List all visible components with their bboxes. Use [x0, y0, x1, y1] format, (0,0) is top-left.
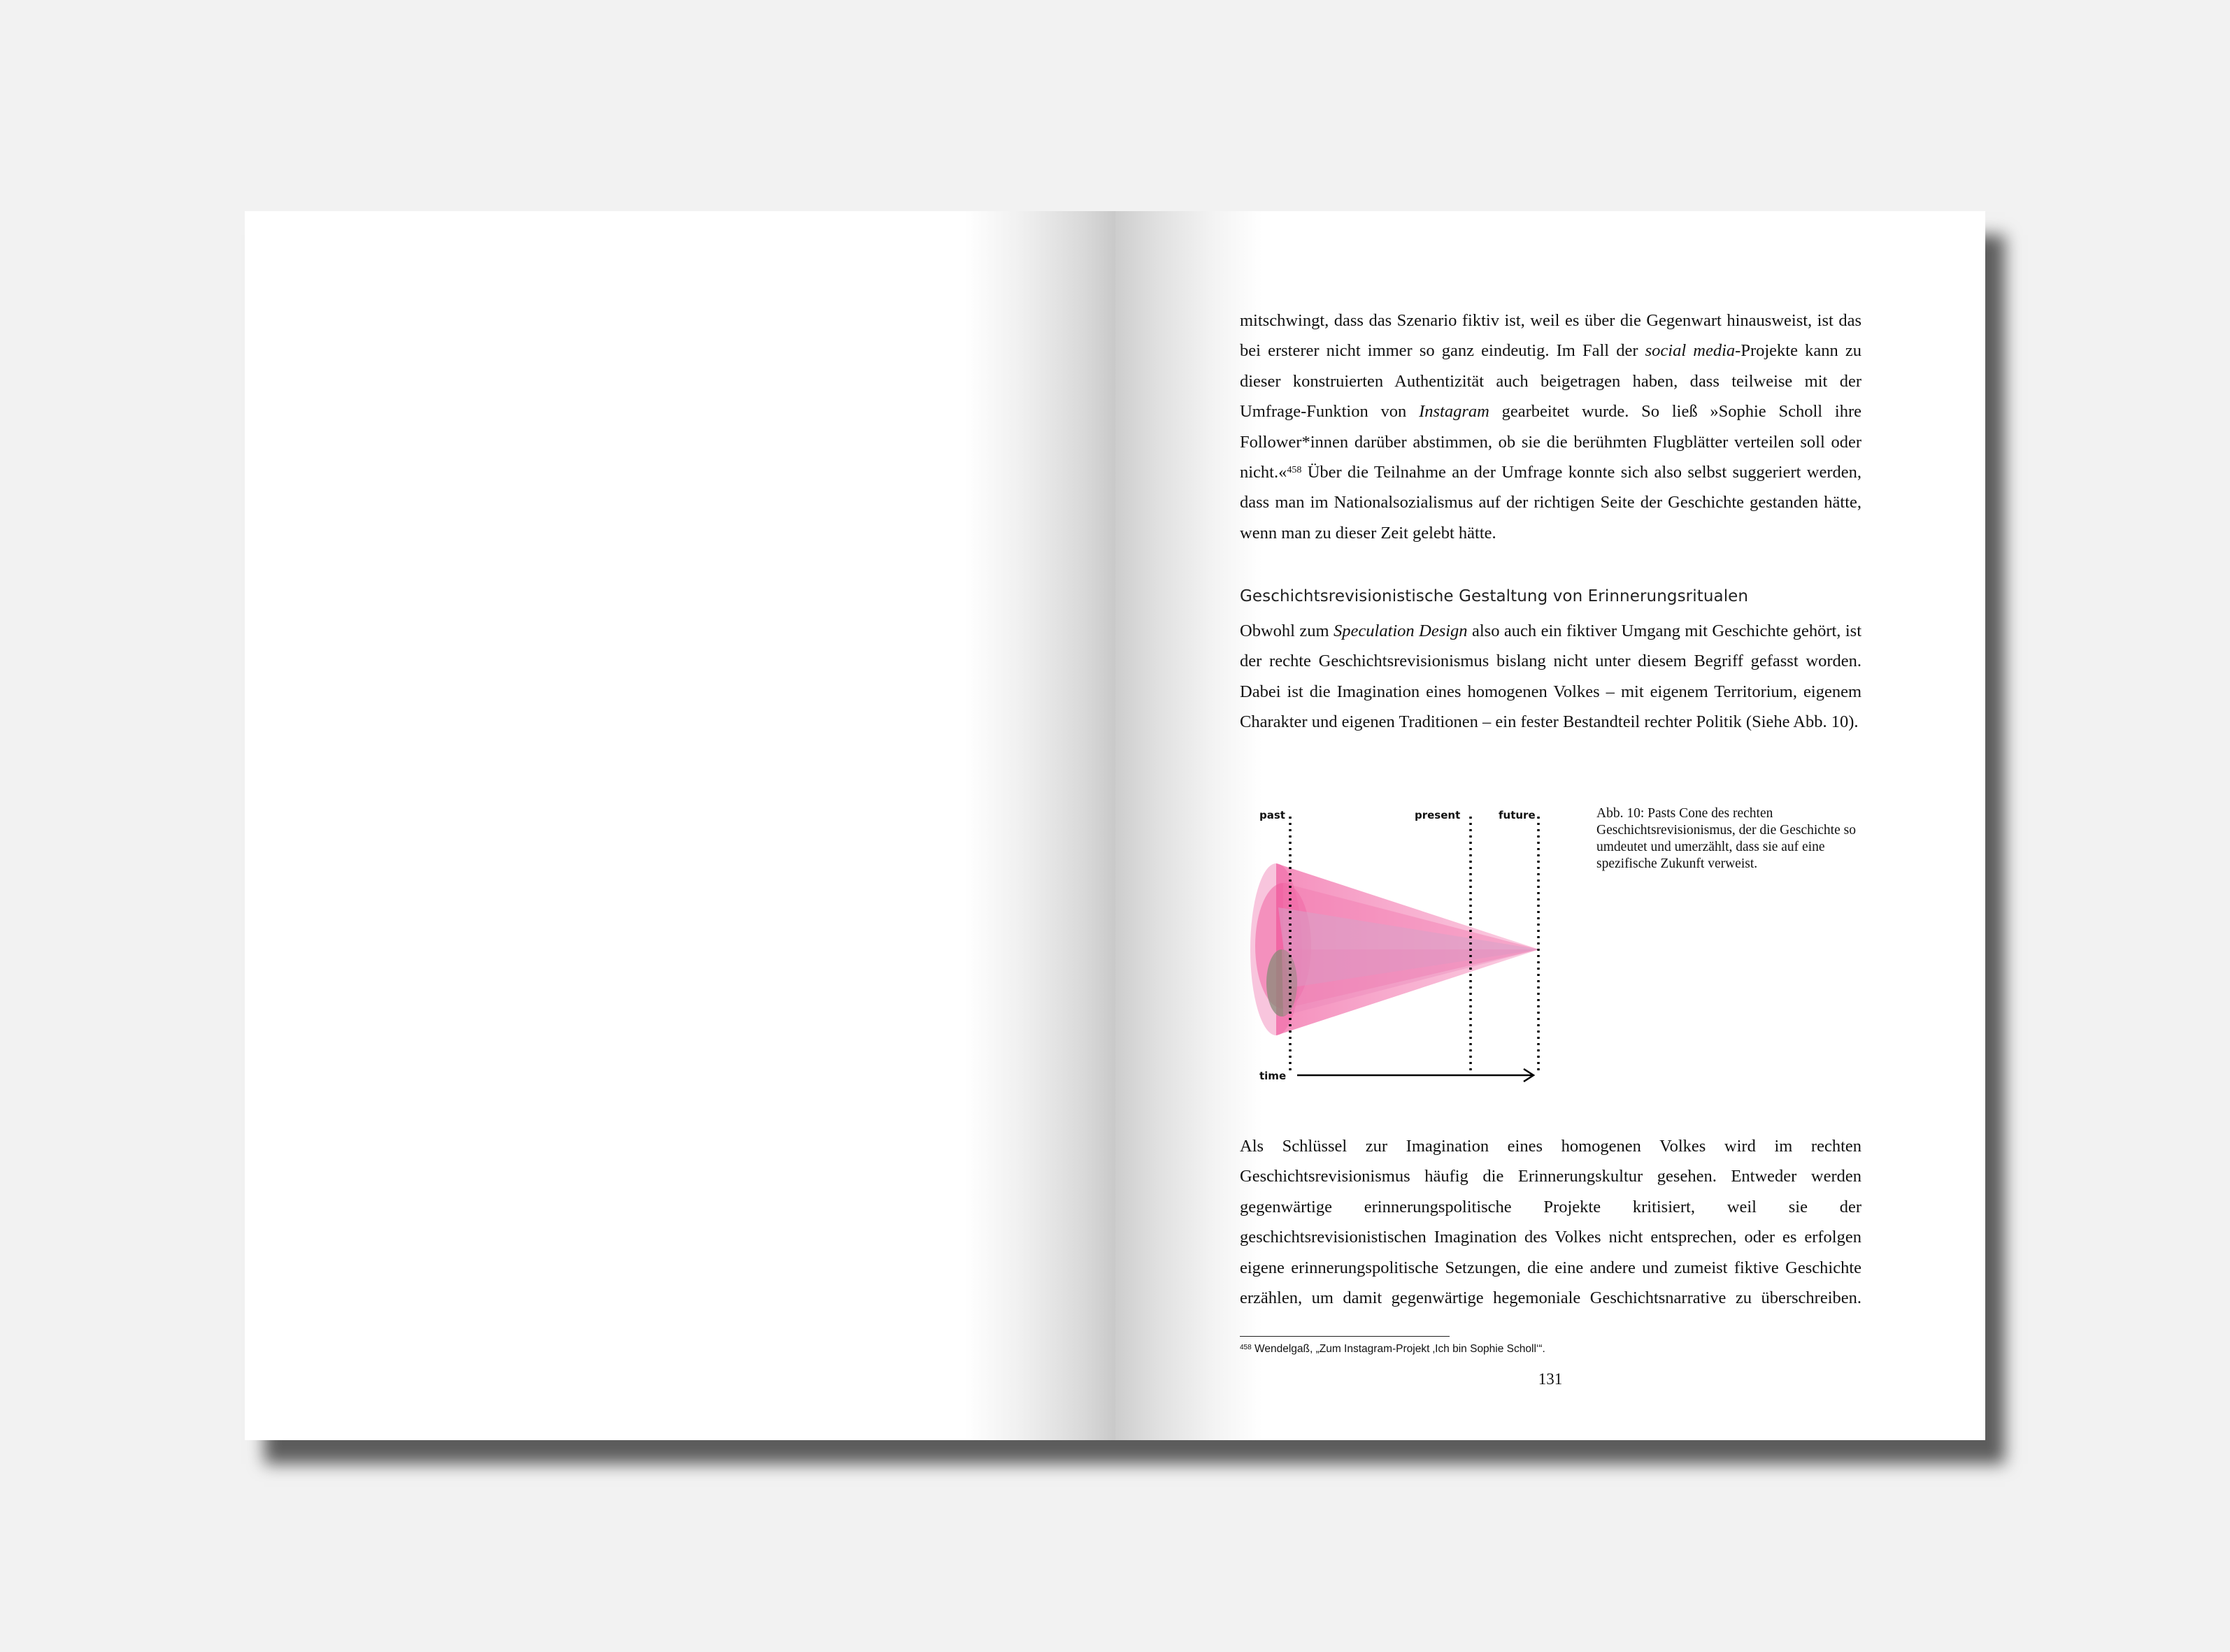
pasts-cone-figure	[1240, 803, 1548, 1082]
body-paragraph-top	[1240, 306, 1861, 548]
footnote	[1240, 1343, 1861, 1356]
body-paragraph-third: Als Schlüssel zur Imagination eines homogenen Volkes wird im rechten Geschichtsrevisionismus häufig die Erinnerungskultur gesehen. Entweder werden gegenwärtige erinnerungspolitische Projekte kritisiert, weil sie der geschichtsrevisionistischen Imagination des Volkes nicht entsprechen, oder es erfolgen eigene erinnerungspolitische Setzungen, die eine andere und zumeist fiktive Geschichte erzählen, um damit gegenwärtige hegemoniale Geschichtsnarrative zu überschreiben.	[1240, 1137, 1861, 1308]
footnote-divider	[1240, 1336, 1450, 1337]
label-present: present	[1415, 809, 1461, 821]
cone-shapes	[1250, 863, 1539, 1035]
left-page	[245, 211, 1115, 1440]
paragraph-text: gearbeitet wurde. So ließ »Sophie Scholl ihre Follower*innen darüber abstimmen, ob sie die berühmten Flugblätter verteilen soll oder nicht.«	[1240, 402, 1861, 482]
pasts-cone-diagram	[1240, 803, 1548, 1082]
italic-term-instagram: Instagram	[1419, 402, 1489, 422]
cone-lower	[1282, 949, 1539, 1016]
italic-term-speculation-design: Speculation Design	[1334, 622, 1468, 640]
italic-term-social-media: social media	[1645, 341, 1736, 361]
time-axis	[1297, 1069, 1534, 1082]
paragraph-text: -Projekte kann zu dieser konstruierten Authentizität auch beigetragen haben, dass teilweise mit der Umfrage-Funktion von	[1240, 341, 1861, 422]
label-future: future	[1499, 809, 1536, 821]
paragraph-text: also auch ein fiktiver Umgang mit Geschichte gehört, ist der rechte Geschichtsrevisionismus bislang nicht unter diesem Begriff gefasst worden. Dabei ist die Imagination eines homogenen Volkes – mit eigenem Territorium, eigenem Charakter und eigenen Traditionen – ein fester Bestandteil rechter Politik (Siehe Abb. 10).	[1240, 622, 1862, 732]
paragraph-text: Über die Teilnahme an der Umfrage konnte sich also selbst suggeriert werden, dass man im Nationalsozialismus auf der richtigen Seite der Geschichte gestanden hätte, wenn man zu dieser Zeit gelebt hätte.	[1240, 463, 1861, 543]
footnote-number: 458	[1240, 1344, 1252, 1351]
footnote-reference[interactable]: 458	[1287, 465, 1302, 476]
label-past: past	[1259, 809, 1285, 821]
label-time: time	[1259, 1070, 1287, 1082]
figure-caption: Abb. 10: Pasts Cone des rechten Geschichtsrevisionismus, der die Geschichte so umdeutet und umerzählt, dass sie auf eine spezifische Zukunft verweist.	[1596, 806, 1856, 871]
paragraph-text: mitschwingt, dass das Szenario fiktiv ist, weil es über die Gegenwart hinausweist, ist das bei ersterer nicht immer so ganz eindeutig. Im Fall der	[1240, 311, 1861, 361]
body-paragraph-second	[1240, 616, 1861, 738]
paragraph-text: Obwohl zum	[1240, 622, 1334, 640]
section-heading: Geschichtsrevisionistische Gestaltung von Erinnerungsritualen	[1240, 587, 1749, 605]
page-number: 131	[1538, 1370, 1563, 1388]
footnote-text: Wendelgaß, „Zum Instagram-Projekt ‚Ich bin Sophie Scholl‘“.	[1251, 1343, 1545, 1355]
